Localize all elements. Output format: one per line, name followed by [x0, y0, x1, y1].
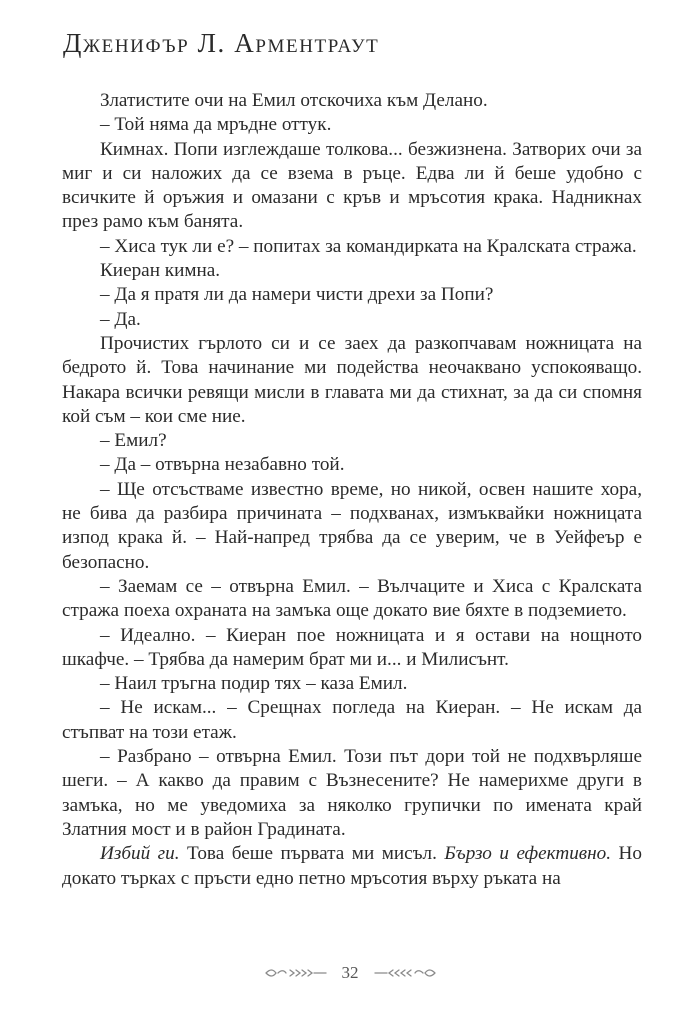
paragraph: – Емил?	[100, 430, 167, 452]
paragraph: – Наил тръгна подир тях – каза Емил.	[100, 673, 408, 695]
paragraph-last	[62, 842, 642, 891]
paragraph: – Да – отвърна незабавно той.	[100, 454, 345, 476]
italic-thought: Избий ги.	[100, 843, 180, 865]
paragraph: – Хиса тук ли е? – попитах за командирката на Кралската стража.	[100, 235, 637, 257]
paragraph: Кимнах. Попи изглеждаше толкова... безжизнена. Затворих очи за миг и си наложих да се взема в ръце. Едва ли й беше удобно с всичките й оръжия и омазани с кръв и мръсотия крака. Надникнах през рамо към банята.	[62, 138, 642, 233]
paragraph: – Да я пратя ли да намери чисти дрехи за Попи?	[100, 284, 494, 306]
paragraph: – Ще отсъстваме известно време, но никой, освен нашите хора, не бива да разбира причината – подхванах, измъквайки ножницата изпод крака й. – Най-напред трябва да се уверим, че в Уейфеър е безопасно.	[62, 478, 642, 573]
paragraph: – Да.	[100, 308, 141, 330]
paragraph: Златистите очи на Емил отскочиха към Делано.	[100, 90, 488, 111]
paragraph-text: Това беше първата ми мисъл.	[179, 843, 445, 865]
page-body	[62, 89, 642, 891]
page-number: 32	[341, 963, 359, 982]
page-footer	[0, 963, 700, 983]
paragraph-text: Но докато търках с пръсти едно петно мръсотия върху ръката на	[62, 843, 642, 889]
running-header: Дженифър Л. Арментраут	[63, 28, 380, 58]
paragraph: Киеран кимна.	[100, 260, 221, 282]
paragraph: – Той няма да мръдне оттук.	[100, 114, 332, 136]
paragraph: – Заемам се – отвърна Емил. – Вълчаците и Хиса с Кралската стража поеха охраната на замъка още докато вие бяхте в подземието.	[62, 575, 642, 622]
paragraph: – Разбрано – отвърна Емил. Този път дори той не подхвърляше шеги. – А какво да правим с Възнесените? Не намерихме други в замъка, но ме уведомиха за няколко групички по имената край Златния мост и в район Градината.	[62, 746, 642, 840]
paragraph: Прочистих гърлото си и се заех да разкопчавам ножницата на бедрото й. Това начинание ми подейства неочаквано успокояващо. Накара всички ревящи мисли в главата ми да стихнат, за да си спомня кой съм – кои сме ние.	[62, 332, 642, 427]
italic-thought: Бързо и ефективно.	[444, 843, 612, 865]
ornament-left-icon	[264, 967, 328, 979]
paragraph: – Идеално. – Киеран пое ножницата и я остави на нощното шкафче. – Трябва да намерим брат ми и... и Милисънт.	[62, 624, 642, 670]
ornament-right-icon	[373, 967, 437, 979]
paragraph: – Не искам... – Срещнах погледа на Киеран. – Не искам да стъпват на този етаж.	[62, 697, 642, 743]
